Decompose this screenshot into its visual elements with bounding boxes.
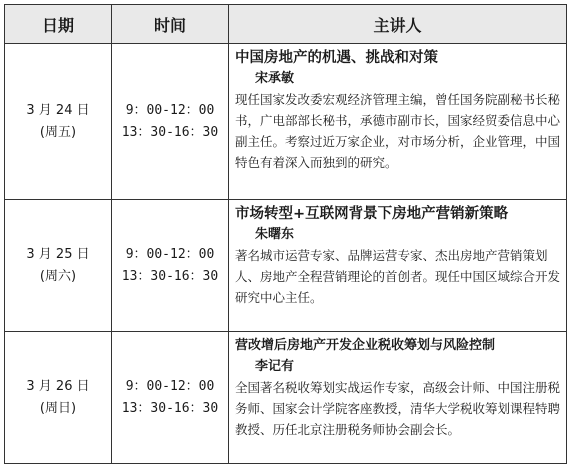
schedule-table	[4, 4, 567, 464]
speaker-bio: 全国著名税收筹划实战运作专家，高级会计师、中国注册税务师、国家会计学院客座教授，清华大学税收筹划课程特聘教授、历任北京注册税务师协会副会长。	[235, 380, 561, 437]
speaker-name: 宋承敏	[255, 71, 295, 86]
time-afternoon: 13：30-16：30	[121, 400, 219, 416]
table-row	[5, 200, 567, 332]
time-morning: 9：00-12：00	[125, 378, 215, 394]
speaker-cell	[229, 200, 567, 332]
speaker-name: 李记有	[255, 359, 295, 374]
time-cell	[112, 200, 229, 332]
header-time: 时间	[112, 5, 229, 44]
date-cell	[5, 44, 112, 200]
header-row	[5, 5, 567, 44]
table-row	[5, 332, 567, 464]
time-morning: 9：00-12：00	[125, 246, 215, 262]
speaker-cell	[229, 332, 567, 464]
speaker-name: 朱曙东	[255, 227, 295, 242]
session-topic: 中国房地产的机遇、挑战和对策	[235, 50, 438, 66]
session-date: 3 月 25 日	[26, 246, 90, 262]
session-date: 3 月 26 日	[26, 378, 90, 394]
session-weekday: (周日)	[39, 400, 77, 416]
time-morning: 9：00-12：00	[125, 102, 215, 118]
session-topic: 营改增后房地产开发企业税收筹划与风险控制	[235, 338, 496, 353]
session-weekday: (周五)	[39, 124, 77, 140]
time-cell	[112, 44, 229, 200]
table-row	[5, 44, 567, 200]
session-weekday: (周六)	[39, 268, 77, 284]
time-cell	[112, 332, 229, 464]
speaker-bio: 现任国家发改委宏观经济管理主编，曾任国务院副秘书长秘书，广电部部长秘书，承德市副市长，国家经贸委信息中心副主任。考察过近万家企业，对市场分析，企业管理，中国特色有着深入而独到的研究。	[235, 92, 561, 170]
speaker-bio: 著名城市运营专家、品牌运营专家、杰出房地产营销策划人、房地产全程营销理论的首创者。现任中国区域综合开发研究中心主任。	[235, 248, 561, 305]
header-speaker: 主讲人	[229, 5, 567, 44]
date-cell	[5, 332, 112, 464]
session-date: 3 月 24 日	[26, 102, 90, 118]
time-afternoon: 13：30-16：30	[121, 268, 219, 284]
date-cell	[5, 200, 112, 332]
session-topic: 市场转型+互联网背景下房地产营销新策略	[235, 206, 509, 222]
time-afternoon: 13：30-16：30	[121, 124, 219, 140]
speaker-cell	[229, 44, 567, 200]
header-date: 日期	[5, 5, 112, 44]
